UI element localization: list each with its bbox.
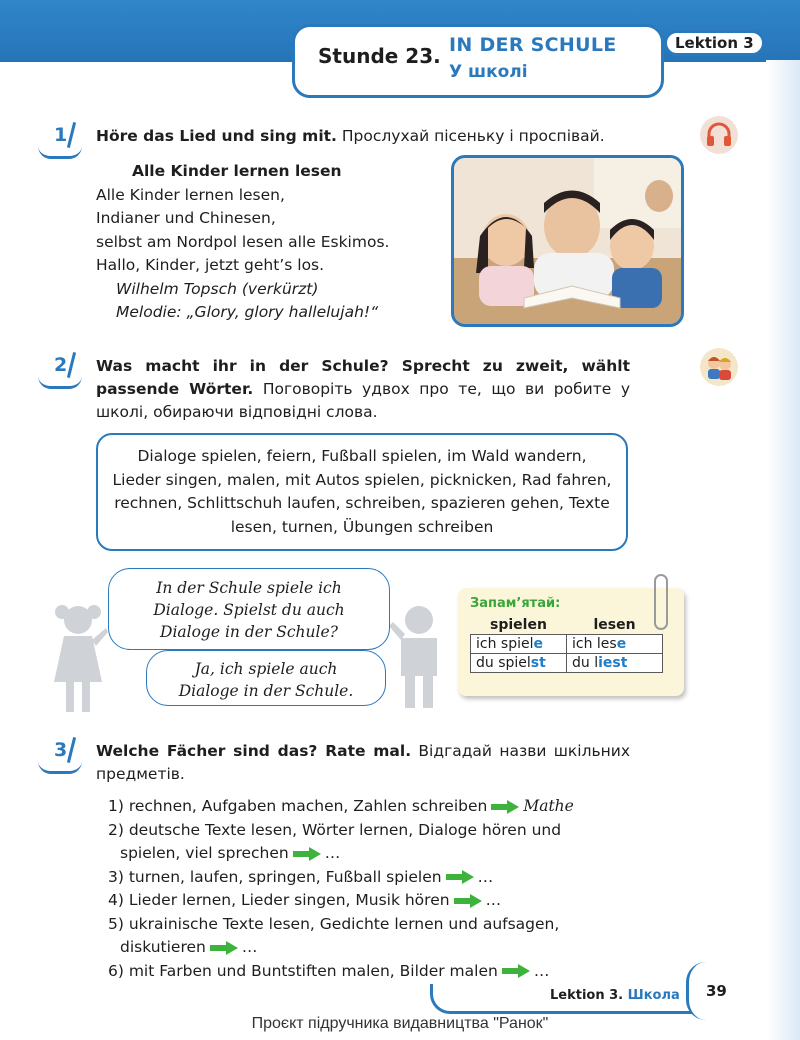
list-item: 2) deutsche Texte lesen, Wörter lernen, Dialoge hören und spielen, viel sprechen … [108, 820, 562, 862]
page-number: 39 [706, 982, 727, 1000]
memo-note [458, 588, 684, 696]
song-author: Wilhelm Topsch (verkürzt) [116, 279, 319, 298]
task2-instruction [96, 355, 630, 424]
lesson-number: Stunde 23. [318, 44, 441, 68]
memo-cell: du spielst [471, 654, 567, 673]
page-edge-strip [766, 60, 800, 1040]
boy-silhouette [385, 604, 451, 714]
subject-list [108, 795, 633, 983]
song-title: Alle Kinder lernen lesen [132, 162, 342, 180]
list-item: 6) mit Farben und Buntstiften malen, Bilder malen … [108, 961, 550, 980]
word-bank-text: Dialoge spielen, feiern, Fußball spielen, im Wald wandern, Lieder singen, malen, mit Autos spielen, picknicken, Rad fahren, rechnen, Schlittschuh laufen, schreiben, spazieren gehen, Texte lesen, turnen, Übungen schreiben [112, 447, 612, 536]
task2-instruction-de: Was macht ihr in der Schule? Sprecht zu zweit, wählt passende Wörter. [96, 357, 630, 398]
task3-instruction-de: Welche Fächer sind das? Rate mal. [96, 742, 412, 760]
list-item: 5) ukrainische Texte lesen, Gedichte lernen und aufsagen, diskutieren … [108, 914, 560, 956]
task2-instruction-ua: Поговоріть удвох про те, що ви робите у школі, обираючи відповідні слова. [96, 380, 630, 421]
arrow-right-icon [210, 942, 238, 954]
memo-col-spielen: spielen [490, 617, 547, 633]
task1-instruction [96, 125, 656, 148]
task3-instruction-ua: Відгадай назви шкільних предметів. [96, 742, 630, 783]
list-item: 4) Lieder lernen, Lieder singen, Musik hören … [108, 891, 502, 909]
task-number-1: 1 [54, 124, 67, 146]
speech-bubble-question: In der Schule spiele ich Dialoge. Spielst du auch Dialoge in der Schule? [108, 568, 390, 650]
memo-cell: du liest [567, 654, 663, 673]
memo-title: Запам’ятай: [470, 596, 561, 611]
lektion-badge: Lektion 3 [664, 30, 765, 56]
conjugation-table [470, 616, 663, 673]
task-number-3: 3 [54, 739, 67, 761]
task1-instruction-de: Höre das Lied und sing mit. [96, 127, 337, 145]
family-reading-photo [451, 155, 684, 327]
memo-cell: ich lese [567, 635, 663, 654]
song-line: Indianer und Chinesen, [96, 209, 276, 227]
song-line: Alle Kinder lernen lesen, [96, 185, 285, 204]
song-text [96, 160, 389, 325]
song-line: Hallo, Kinder, jetzt geht’s los. [96, 256, 325, 274]
arrow-right-icon [502, 965, 530, 977]
headphones-icon [700, 116, 738, 154]
page-subtitle: У школі [449, 62, 528, 82]
list-item: 3) turnen, laufen, springen, Fußball spielen … [108, 867, 494, 886]
footer-lektion: Lektion 3. Школа [550, 988, 680, 1003]
arrow-right-icon [491, 801, 519, 813]
memo-col-lesen: lesen [593, 617, 636, 633]
page-title: IN DER SCHULE [449, 34, 617, 56]
task1-instruction-ua: Прослухай пісеньку і проспівай. [336, 127, 605, 145]
speech-bubble-answer: Ja, ich spiele auch Dialoge in der Schule. [146, 650, 386, 706]
paperclip-icon [654, 574, 668, 630]
task3-instruction [96, 740, 630, 786]
task-number-2: 2 [54, 354, 67, 376]
memo-cell: ich spiele [471, 635, 567, 654]
girl-silhouette [48, 604, 108, 720]
list-item: 1) rechnen, Aufgaben machen, Zahlen schreiben Mathe [108, 797, 574, 815]
pair-talk-icon [700, 348, 738, 386]
song-line: selbst am Nordpol lesen alle Eskimos. [96, 232, 390, 251]
arrow-right-icon [446, 871, 474, 883]
arrow-right-icon [454, 895, 482, 907]
arrow-right-icon [293, 848, 321, 860]
song-melody: Melodie: „Glory, glory hallelujah!“ [116, 303, 379, 321]
word-bank [96, 433, 628, 551]
draft-note: Проєкт підручника видавництва "Ранок" [251, 1015, 549, 1032]
